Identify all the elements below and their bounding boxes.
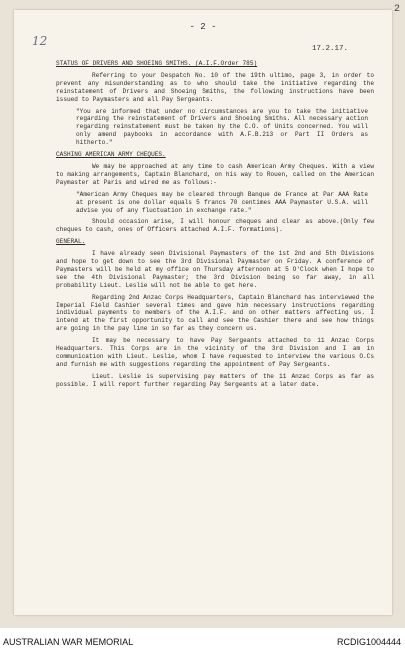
quoted-instruction: "You are informed that under no circumstances are you to take the initiative regarding the reinstatement of Drivers and Shoeing Smiths. All necessary action regarding reinstatement must be taken by the C.O. of Units concerned. You will only amend paybooks in accordance with A.F.B.213 or Part II Orders as hitherto." xyxy=(76,107,368,147)
section-heading-cheques: CASHING AMERICAN ARMY CHEQUES. xyxy=(56,151,166,159)
footer-institution: AUSTRALIAN WAR MEMORIAL xyxy=(3,637,134,647)
section-heading-general: GENERAL. xyxy=(56,238,86,246)
paragraph: Referring to your Despatch No. 10 of the 19th ultimo, page 3, in order to prevent any misunderstanding as to who should take the initiative regarding the reinstatement of Drivers and Shoeing Smiths, the following instructions have been issued to Paymasters and all Pay Sergeants. xyxy=(56,71,374,103)
folio-mark: 12 xyxy=(32,34,48,48)
archive-footer xyxy=(0,634,405,654)
paragraph: Lieut. Leslie is supervising pay matters of the 11 Anzac Corps as far as possible. I will report further regarding Pay Sergeants at a later date. xyxy=(56,372,374,388)
quoted-telegram: "American Army Cheques may be cleared through Banque de France at Par AAA Rate at present is one dollar equals 5 francs 70 centimes AAA Paymaster U.S.A. will advise you of any fluctuation in exchange rate." xyxy=(76,190,368,214)
document-body xyxy=(56,56,374,393)
paragraph: Regarding 2nd Anzac Corps Headquarters, Captain Blanchard has interviewed the Imperial Field Cashier several times and gave him necessary instructions regarding individual payments to members of the A.I.F. and on other matters affecting us. I intend at the first opportunity to call and see the Cashier there and see how things are going in the pay line in so far as they concern us. xyxy=(56,293,374,333)
document-date: 17.2.17. xyxy=(311,45,348,53)
paragraph: Should occasion arise, I will honour cheques and clear as above.(Only few cheques to cash, ones of Officers attached A.I.F. formations). xyxy=(56,218,374,234)
footer-record-id: RCDIG1004444 xyxy=(336,637,401,647)
paragraph: It may be necessary to have Pay Sergeants attached to 11 Anzac Corps Headquarters. This Corps are in the vicinity of the 3rd Division and I am in communication with Lieut. Leslie, whom I have requested to interview the various O.Cs and furnish me with suggestions regarding the appointment of Pay Sergeants. xyxy=(56,337,374,368)
page-number: - 2 - xyxy=(189,22,217,32)
paragraph: I have already seen Divisional Paymasters of the 1st 2nd and 5th Divisions and hope to get down to see the 3rd Divisional Paymaster on Friday. A conference of Paymasters will be held at my office on Thursday afternoon at 5 O'Clock when I hope to see the 4th Divisional Paymaster; the 3rd Division being so far away, in all probability Lieut. Leslie will not be able to get here. xyxy=(56,250,374,289)
section-heading-drivers: STATUS OF DRIVERS AND SHOEING SMITHS. (A.I.F.Order 785) xyxy=(56,60,258,67)
document-page xyxy=(14,10,392,615)
corner-number: 2 xyxy=(393,4,400,15)
paragraph: We may be approached at any time to cash American Army Cheques. With a view to making arrangements, Captain Blanchard, on his way to Rouen, called on the American Paymaster at Paris and wired me as follows:- xyxy=(56,162,374,186)
